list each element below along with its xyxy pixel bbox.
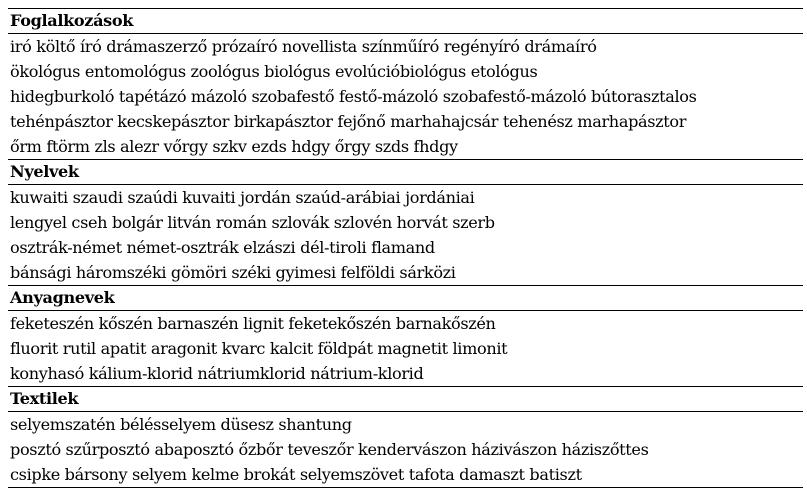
word-list: ökológus entomológus zoológus biológus evolúcióbiológus etológus bbox=[10, 62, 538, 81]
word-list: hidegburkoló tapétázó mázoló szobafestő festő-mázoló szobafestő-mázoló bútorasztalos bbox=[10, 87, 697, 106]
word-list: feketeszén kőszén barnaszén lignit feketekőszén barnakőszén bbox=[10, 314, 496, 333]
section-title: Textilek bbox=[8, 387, 803, 412]
word-list: lengyel cseh bolgár litván román szlovák szlovén horvát szerb bbox=[10, 213, 495, 232]
word-list: őrm ftörm zls alezr vőrgy szkv ezds hdgy őrgy szds fhdgy bbox=[10, 137, 458, 156]
section-nyelvek bbox=[8, 160, 803, 286]
word-list: iró költő író drámaszerző prózaíró novellista színműíró regényíró drámaíró bbox=[10, 37, 597, 56]
section-header-anyagnevek bbox=[8, 286, 803, 311]
table-row bbox=[8, 210, 803, 235]
section-header-textilek bbox=[8, 387, 803, 412]
table-row bbox=[8, 84, 803, 109]
table-row bbox=[8, 336, 803, 361]
section-header-nyelvek bbox=[8, 160, 803, 185]
section-title: Nyelvek bbox=[8, 160, 803, 185]
word-list: posztó szűrposztó abaposztó őzbőr teveszőr kendervászon házivászon háziszőttes bbox=[10, 440, 649, 459]
table-row bbox=[8, 361, 803, 387]
table-row bbox=[8, 462, 803, 488]
table-row bbox=[8, 185, 803, 211]
table-row bbox=[8, 109, 803, 134]
table-row bbox=[8, 412, 803, 438]
section-title: Foglalkozások bbox=[8, 9, 803, 34]
table-row bbox=[8, 235, 803, 260]
table-row bbox=[8, 311, 803, 337]
word-group-table bbox=[8, 8, 803, 488]
word-list: tehénpásztor kecskepásztor birkapásztor fejőnő marhahajcsár tehenész marhapásztor bbox=[10, 112, 687, 131]
section-anyagnevek bbox=[8, 286, 803, 387]
table-row bbox=[8, 437, 803, 462]
word-list: bánsági háromszéki gömöri széki gyimesi felföldi sárközi bbox=[10, 263, 456, 282]
word-list: fluorit rutil apatit aragonit kvarc kalcit földpát magnetit limonit bbox=[10, 339, 508, 358]
word-list: csipke bársony selyem kelme brokát selyemszövet tafota damaszt batiszt bbox=[8, 462, 803, 488]
table-row bbox=[8, 134, 803, 160]
section-textilek bbox=[8, 387, 803, 488]
section-foglalkozasok bbox=[8, 9, 803, 160]
section-title: Anyagnevek bbox=[8, 286, 803, 311]
section-header-foglalkozasok bbox=[8, 9, 803, 34]
word-list: konyhasó kálium-klorid nátriumklorid nátrium-klorid bbox=[10, 364, 424, 383]
word-list: osztrák-német német-osztrák elzászi dél-tiroli flamand bbox=[10, 238, 435, 257]
word-list: selyemszatén bélésselyem düsesz shantung bbox=[10, 415, 352, 434]
word-list: kuwaiti szaudi szaúdi kuvaiti jordán szaúd-arábiai jordániai bbox=[10, 188, 475, 207]
table-row bbox=[8, 59, 803, 84]
table-row bbox=[8, 260, 803, 286]
table-row bbox=[8, 34, 803, 60]
